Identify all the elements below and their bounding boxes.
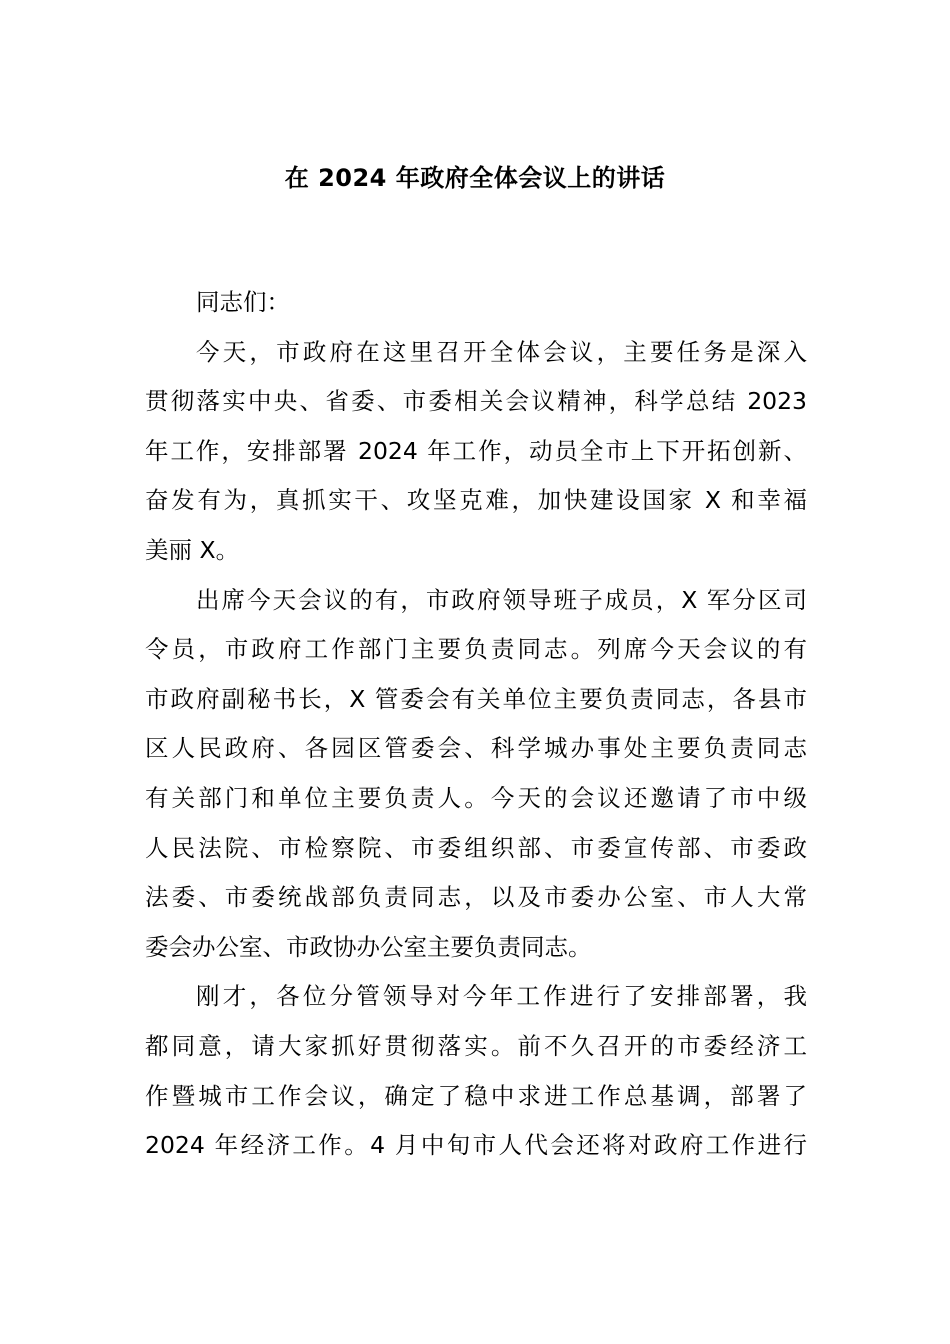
paragraph-2-line-4: 区人民政府、各园区管委会、科学城办事处主要负责同志 — [145, 734, 807, 763]
paragraph-1-line-1: 今天，市政府在这里召开全体会议，主要任务是深入 — [196, 337, 807, 366]
paragraph-2-line-1: 出席今天会议的有，市政府领导班子成员，X 军分区司 — [196, 585, 807, 614]
paragraph-2-line-7: 法委、市委统战部负责同志，以及市委办公室、市人大常 — [145, 883, 807, 912]
document-title: 在 2024 年政府全体会议上的讲话 — [284, 164, 666, 192]
document-body — [145, 278, 807, 1171]
paragraph-3-line-1: 刚才，各位分管领导对今年工作进行了安排部署，我 — [196, 982, 807, 1011]
paragraph-1-line-3: 年工作，安排部署 2024 年工作，动员全市上下开拓创新、 — [145, 436, 807, 465]
paragraph-2-line-6: 人民法院、市检察院、市委组织部、市委宣传部、市委政 — [145, 833, 807, 862]
paragraph-1-line-4: 奋发有为，真抓实干、攻坚克难，加快建设国家 X 和幸福 — [145, 486, 807, 515]
paragraph-2-line-2: 令员，市政府工作部门主要负责同志。列席今天会议的有 — [145, 635, 807, 664]
paragraph-2-line-5: 有关部门和单位主要负责人。今天的会议还邀请了市中级 — [145, 783, 807, 812]
paragraph-2-line-8: 委会办公室、市政协办公室主要负责同志。 — [145, 932, 592, 961]
paragraph-3-line-3: 作暨城市工作会议，确定了稳中求进工作总基调，部署了 — [145, 1081, 807, 1110]
paragraph-3-line-4: 2024 年经济工作。4 月中旬市人代会还将对政府工作进行 — [145, 1131, 807, 1160]
paragraph-1-line-5: 美丽 X。 — [145, 535, 240, 564]
paragraph-3-line-2: 都同意，请大家抓好贯彻落实。前不久召开的市委经济工 — [145, 1031, 807, 1060]
paragraph-1-line-2: 贯彻落实中央、省委、市委相关会议精神，科学总结 2023 — [145, 387, 807, 416]
paragraph-2-line-3: 市政府副秘书长，X 管委会有关单位主要负责同志，各县市 — [145, 684, 807, 713]
salutation-line: 同志们： — [196, 288, 290, 316]
